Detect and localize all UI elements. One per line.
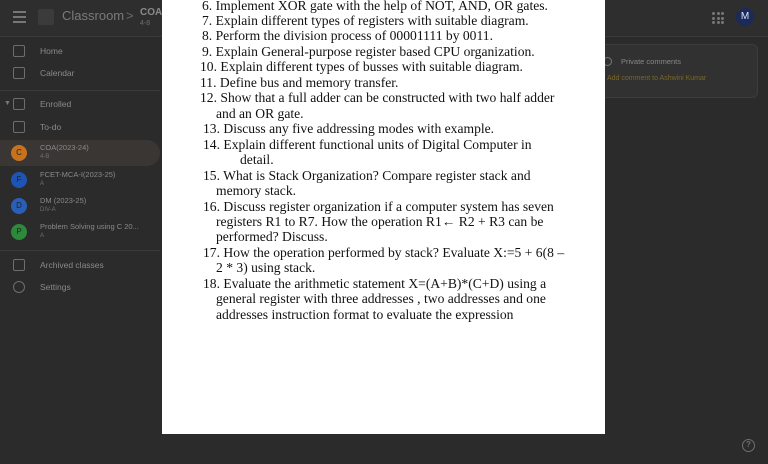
question-line: detail.: [240, 152, 274, 167]
question-line: registers R1 to R7. How the operation R1← R2 + R3 can be: [216, 214, 544, 229]
question-line: 14. Explain different functional units of Digital Computer in: [203, 137, 532, 152]
sidebar-item-calendar[interactable]: [0, 63, 160, 85]
course-avatar-icon: F: [11, 172, 27, 188]
course-avatar-icon: D: [11, 198, 27, 214]
class-section: 4-8: [140, 20, 151, 27]
question-line: 2 * 3) using stack.: [216, 260, 316, 275]
question-line: 11. Define bus and memory transfer.: [200, 75, 399, 90]
question-line: memory stack.: [216, 183, 297, 198]
question-line: 15. What is Stack Organization? Compare register stack and: [203, 168, 531, 183]
caret-down-icon[interactable]: ▼: [4, 100, 11, 107]
sidebar: [0, 37, 160, 464]
classroom-logo[interactable]: [38, 9, 54, 25]
question-line: 8. Perform the division process of 00001111 by 0011.: [202, 28, 493, 43]
question-line: 12. Show that a full adder can be constructed with two half adder: [200, 90, 555, 105]
sidebar-item-label: Settings: [40, 282, 71, 292]
sidebar-item-label: Home: [40, 46, 63, 56]
course-avatar-icon: P: [11, 224, 27, 240]
private-comments-title: Private comments: [621, 57, 682, 66]
divider: [0, 90, 160, 91]
brand-name[interactable]: Classroom: [62, 8, 125, 23]
course-avatar-icon: C: [11, 145, 27, 161]
private-comments-card: [592, 44, 758, 98]
sidebar-item-label: To-do: [40, 122, 62, 132]
sidebar-item-todo[interactable]: [0, 117, 160, 139]
home-icon: [13, 45, 25, 57]
gear-icon: [13, 281, 25, 293]
sidebar-course-item[interactable]: [0, 140, 160, 166]
question-line: 7. Explain different types of registers with suitable diagram.: [202, 13, 529, 28]
todo-icon: [13, 121, 25, 133]
sidebar-course-item[interactable]: [0, 167, 160, 193]
add-private-comment-link[interactable]: Add comment to Ashwini Kumar: [607, 75, 707, 82]
question-line: 16. Discuss register organization if a computer system has seven: [203, 199, 554, 214]
sidebar-item-label: Archived classes: [40, 260, 104, 270]
calendar-icon: [13, 67, 25, 79]
question-line: 13. Discuss any five addressing modes with example.: [203, 121, 495, 136]
sidebar-item-label: Enrolled: [40, 99, 72, 109]
sidebar-item-enrolled[interactable]: [0, 94, 160, 116]
breadcrumb-separator-icon: >: [126, 8, 134, 23]
menu-icon[interactable]: [13, 11, 26, 22]
question-line: 18. Evaluate the arithmetic statement X=(A+B)*(C+D) using a: [203, 276, 547, 291]
sidebar-course-item[interactable]: [0, 193, 160, 219]
sidebar-item-label: Calendar: [40, 68, 75, 78]
sidebar-item-home[interactable]: [0, 41, 160, 63]
course-section: A: [40, 233, 45, 239]
question-line: 6. Implement XOR gate with the help of NOT, AND, OR gates.: [202, 0, 548, 13]
question-line: general register with three addresses , two addresses and one: [216, 291, 546, 306]
sidebar-item-archived[interactable]: [0, 255, 160, 277]
course-name: FCET-MCA-I(2023-25): [40, 170, 116, 179]
question-line: addresses instruction format to evaluate the expression: [216, 307, 514, 322]
question-line: and an OR gate.: [216, 106, 304, 121]
course-section: A: [40, 181, 45, 187]
question-line: 17. How the operation performed by stack? Evaluate X:=5 + 6(8 –: [203, 245, 565, 260]
course-section: 4-B: [40, 154, 50, 160]
course-name: COA(2023-24): [40, 143, 89, 152]
sidebar-course-item[interactable]: [0, 219, 160, 245]
avatar[interactable]: M: [736, 8, 754, 26]
class-title[interactable]: COA: [140, 7, 163, 18]
sidebar-item-settings[interactable]: [0, 277, 160, 299]
question-line: performed? Discuss.: [216, 229, 328, 244]
divider: [0, 250, 160, 251]
help-icon[interactable]: ?: [742, 439, 755, 452]
archive-icon: [13, 259, 25, 271]
school-icon: [13, 98, 25, 110]
question-line: 10. Explain different types of busses with suitable diagram.: [200, 59, 523, 74]
question-line: 9. Explain General-purpose register based CPU organization.: [202, 44, 535, 59]
course-name: Problem Solving using C 20...: [40, 222, 139, 231]
document-page: [162, 0, 605, 434]
course-section: DIV-A: [40, 207, 56, 213]
apps-grid-icon[interactable]: [712, 12, 724, 24]
course-name: DM (2023-25): [40, 196, 87, 205]
